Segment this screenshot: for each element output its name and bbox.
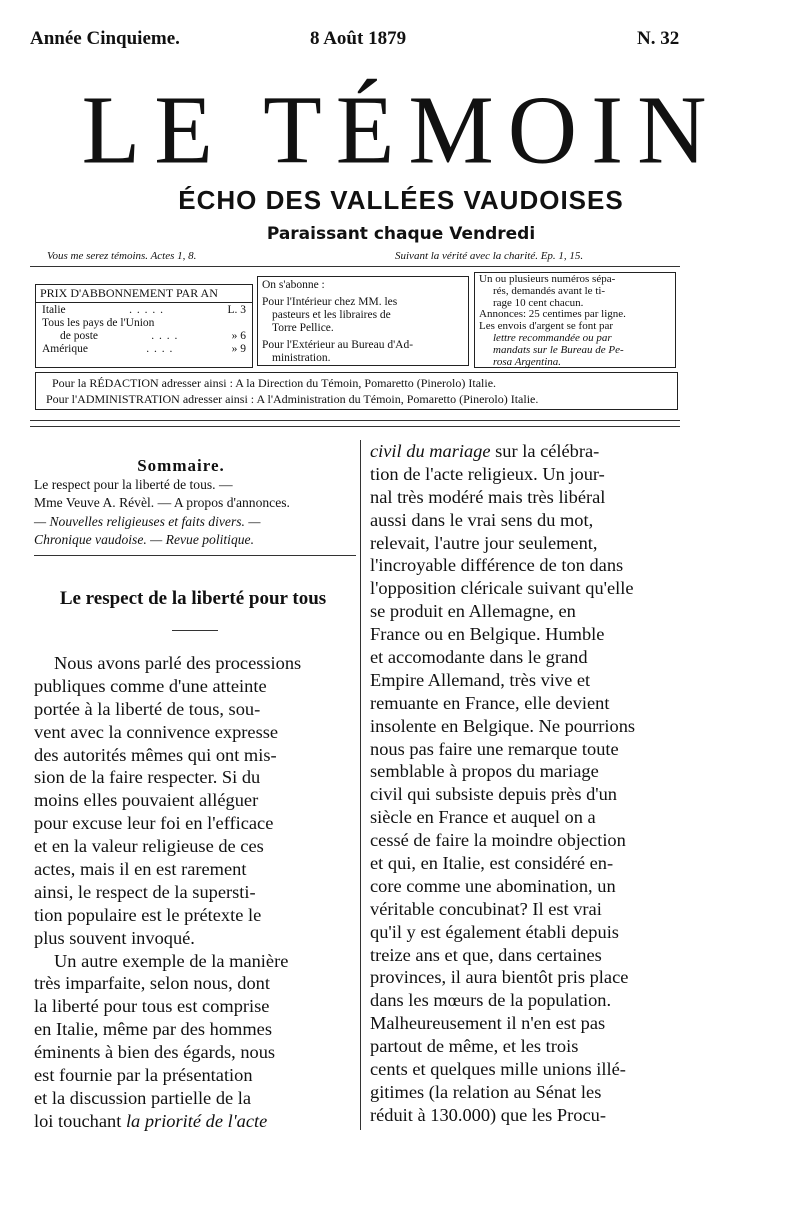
text: provinces, il aura bientôt pris place [370,967,629,988]
article-line [34,1087,356,1110]
price-row [42,317,246,330]
text: relevait, l'autre jour seulement, [370,532,598,553]
price-value: » 6 [231,330,246,342]
text: publiques comme d'une atteinte [34,675,267,696]
text: actes, mais il en est rarement [34,859,247,880]
text: se produit en Allemagne, en [370,601,576,622]
subscribe-line: ministration. [272,352,331,364]
announce-line: rosa Argentina. [493,355,562,368]
subscription-rows [36,303,252,357]
article-line [370,1081,690,1104]
article-line [34,1110,356,1133]
issue-date: 8 Août 1879 [310,28,407,49]
price-label: Italie [42,304,66,316]
article-line [370,944,690,967]
price-value: » 9 [231,343,246,355]
text: et la discussion partielle de la [34,1087,252,1108]
article-line [370,852,690,875]
subscription-heading: PRIX D'ABBONNEMENT PAR AN [36,285,252,303]
text: sion de la faire respecter. Si du [34,767,261,788]
article-line [370,532,690,555]
price-label: de poste [60,330,99,342]
motto-right: Suivant la vérité avec la charité. Ep. 1, 15. [395,250,584,262]
article-line [34,835,356,858]
article-line [370,1035,690,1058]
price-dots: . . . . [151,330,179,342]
text: réduit à 130.000) que les Procu- [370,1104,606,1125]
title-rule [172,630,218,631]
article-title: Le respect de la liberté pour tous [59,588,327,609]
header-bottom-rule [30,426,680,427]
article-line [370,829,690,852]
text: semblable à propos du mariage [370,761,599,782]
text: remuante en France, elle devient [370,692,610,713]
text: l'opposition cléricale suivant qu'elle [370,578,634,599]
subscribe-line: Pour l'Intérieur chez MM. les [262,296,398,308]
article-line [34,1064,356,1087]
text: plus souvent invoqué. [34,927,195,948]
article-line [34,698,356,721]
text: tion de l'acte religieux. Un jour- [370,463,605,484]
issue-year: Année Cinquieme. [30,28,180,49]
text: cessé de faire la moindre objection [370,830,626,851]
summary-line: Chronique vaudoise. — Revue politique. [34,532,254,548]
price-dots: . . . . . [129,304,164,316]
article-line [34,927,356,950]
article-right-column [370,440,690,1127]
text: France ou en Belgique. Humble [370,624,605,645]
article-line [34,858,356,881]
article-line [370,669,690,692]
article-line [34,1041,356,1064]
text: partout de même, et les trois [370,1036,579,1057]
italic-text: civil du mariage [370,441,491,461]
article-line [370,440,690,463]
text: et accomodante dans le grand [370,647,588,668]
subscribe-line: Torre Pellice. [272,322,334,334]
article-line [34,904,356,927]
issue-number: N. 32 [637,28,680,49]
administration-address: Pour l'ADMINISTRATION adresser ainsi : A l'Administration du Témoin, Pomaretto (Pinerolo) Italie. [46,392,539,406]
text: qu'il y est également établi depuis [370,921,619,942]
article-line [370,898,690,921]
article-line [370,966,690,989]
summary-line: — Nouvelles religieuses et faits divers. — [34,513,261,529]
announcements-box [474,272,676,368]
text: treize ans et que, dans certaines [370,944,602,965]
article-line [370,692,690,715]
announce-line: Un ou plusieurs numéros sépa- [479,273,616,285]
announce-line: Les envois d'argent se font par [479,320,614,333]
text: loi touchant [34,1110,126,1131]
text: Empire Allemand, très vive et [370,669,591,690]
text: insolente en Belgique. Ne pourrions [370,715,636,736]
subscribe-line: pasteurs et les libraires de [272,309,391,321]
price-row [42,304,246,317]
article-line [370,554,690,577]
announce-line: mandats sur le Bureau de Pe- [493,343,624,356]
text: dans les mœurs de la population. [370,990,612,1011]
article-line [34,812,356,835]
text: et en la valeur religieuse de ces [34,836,264,857]
article-line [34,721,356,744]
price-label: Amérique [42,343,88,355]
header-bottom-rule [30,420,680,421]
article-left-column [34,652,356,1133]
article-line [370,600,690,623]
masthead-rule [30,266,680,267]
article-line [34,995,356,1018]
article-line [34,950,356,973]
price-value: L. 3 [227,304,246,316]
article-line [370,463,690,486]
article-line [34,881,356,904]
text: pour excuse leur foi en l'efficace [34,813,274,834]
article-line [370,715,690,738]
summary-line: Mme Veuve A. Révèl. — A propos d'annonces. [34,495,290,511]
italic-text: la priorité de l'acte [125,1110,268,1131]
article-line [34,744,356,767]
article-line [34,652,356,675]
text: très imparfaite, selon nous, dont [34,973,270,994]
article-line [370,1104,690,1127]
price-dots: . . . . [146,343,174,355]
article-line [370,1058,690,1081]
text: core comme une abomination, un [370,875,616,896]
text: Nous avons parlé des processions [54,653,302,673]
article-line [34,972,356,995]
text: siècle en France et auquel on a [370,807,596,828]
article-line [370,509,690,532]
text: ainsi, le respect de la supersti- [34,881,256,902]
text: nal très modéré mais très libéral [370,486,606,507]
text: éminents à bien des égards, nous [34,1042,276,1063]
text: Malheureusement il n'en est pas [370,1013,606,1034]
article-line [370,875,690,898]
text: cents et quelques mille unions illé- [370,1059,626,1080]
article-line [370,1012,690,1035]
article-line [370,646,690,669]
text: l'incroyable différence de ton dans [370,555,624,576]
price-label: Tous les pays de l'Union [42,317,155,329]
text: civil qui subsiste depuis près d'un [370,784,617,805]
text: moins elles pouvaient alléguer [34,790,259,811]
article-line [370,760,690,783]
text: sur la célébra- [490,441,600,461]
subscribe-line: On s'abonne : [262,279,325,291]
article-line [370,738,690,761]
summary [34,476,354,550]
summary-title: Sommaire. [137,456,225,475]
text: aussi dans le vrai sens du mot, [370,509,594,530]
announce-line: rés, demandés avant le ti- [493,284,606,297]
subscription-box [35,284,253,368]
announce-line: Annonces: 25 centimes par ligne. [479,308,626,321]
text: est fournie par la présentation [34,1065,253,1086]
newspaper-title: LE TÉMOIN [81,74,721,185]
subscribe-box [257,276,469,366]
article-line [370,989,690,1012]
article-line [370,623,690,646]
subscribe-line: Pour l'Extérieur au Bureau d'Ad- [262,339,414,351]
text: Un autre exemple de la manière [54,950,289,971]
summary-line: Le respect pour la liberté de tous. — [34,477,233,492]
price-row [42,343,246,356]
article-line [34,766,356,789]
article-line [370,577,690,600]
text: nous pas faire une remarque toute [370,738,619,759]
text: et qui, en Italie, est considéré en- [370,853,614,874]
article-line [370,783,690,806]
article-line [34,789,356,812]
text: la liberté pour tous est comprise [34,996,270,1017]
text: véritable concubinat? Il est vrai [370,898,602,919]
announce-line: rage 10 cent chacun. [493,296,584,309]
column-divider [360,440,361,1130]
text: portée à la liberté de tous, sou- [34,698,261,719]
text: gitimes (la relation au Sénat les [370,1081,602,1102]
article-line [370,806,690,829]
redaction-address: Pour la RÉDACTION adresser ainsi : A la Direction du Témoin, Pomaretto (Pinerolo) Italie. [52,376,497,390]
article-line [34,675,356,698]
text: vent avec la connivence expresse [34,721,279,742]
newspaper-subtitle: ÉCHO DES VALLÉES VAUDOISES [178,185,624,215]
motto-left: Vous me serez témoins. Actes 1, 8. [47,250,197,262]
announce-line: lettre recommandée ou par [493,331,612,344]
summary-rule [34,555,356,556]
article-line [370,486,690,509]
text: tion populaire est le prétexte le [34,904,262,925]
text: des autorités mêmes qui ont mis- [34,744,277,765]
publication-frequency: Paraissant chaque Vendredi [266,224,536,244]
article-line [370,921,690,944]
text: en Italie, même par des hommes [34,1019,272,1040]
price-row [42,330,246,343]
article-line [34,1018,356,1041]
address-box [35,372,678,410]
